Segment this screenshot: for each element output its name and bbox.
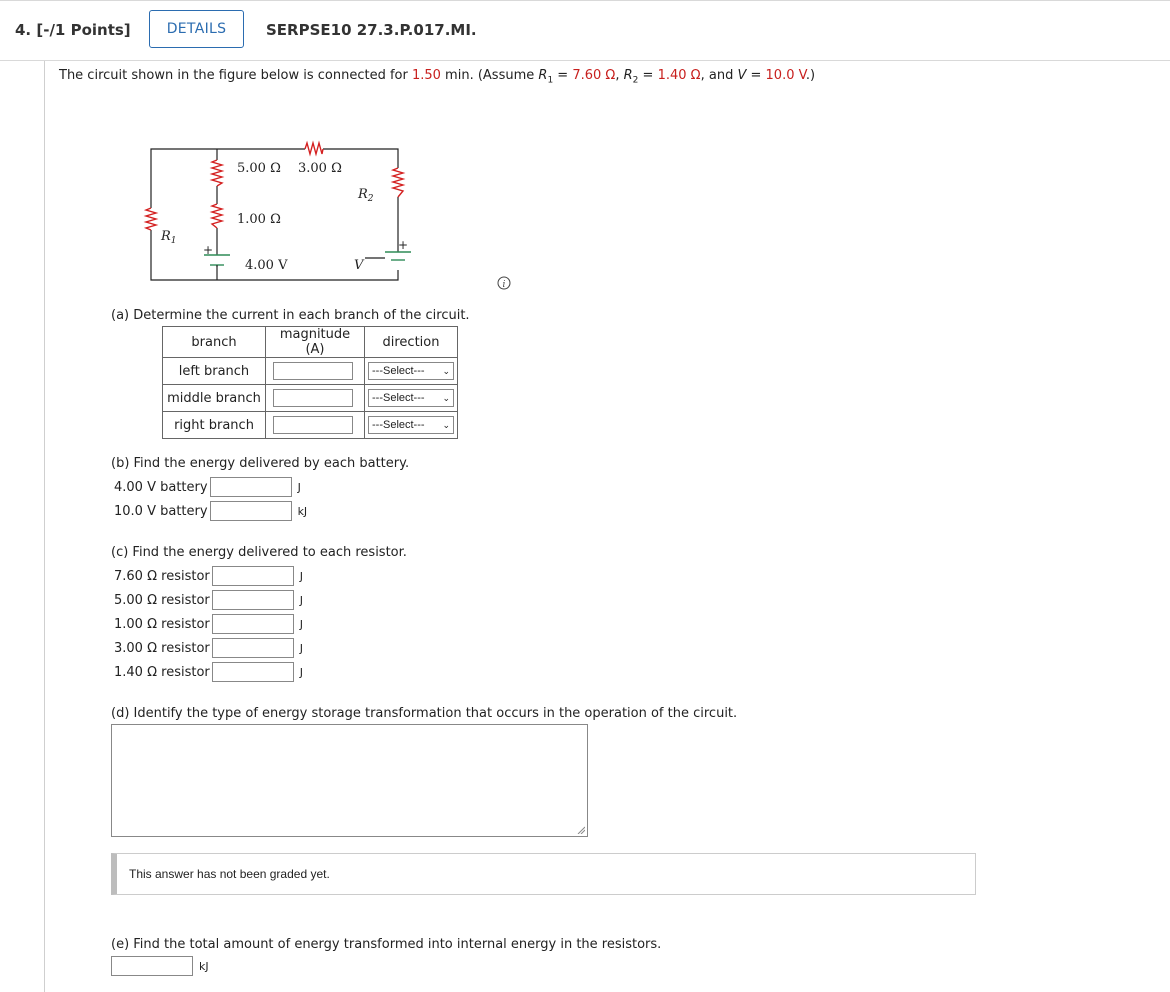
plus-left: + xyxy=(203,243,214,257)
top-border xyxy=(0,0,1170,1)
branch-label: left branch xyxy=(163,358,266,385)
middle-branch-magnitude-input[interactable] xyxy=(273,389,353,407)
resistor-r2-zigzag xyxy=(393,168,403,197)
resistor-1-00-energy-input[interactable] xyxy=(212,614,294,634)
resistor-label: 1.40 Ω resistor xyxy=(114,664,210,680)
info-icon[interactable] xyxy=(497,276,511,290)
col-header-magnitude: magnitude (A) xyxy=(266,327,365,358)
table-row xyxy=(163,385,458,412)
svg-text:i: i xyxy=(502,280,506,290)
label-v: V xyxy=(354,258,364,273)
resistor-1ohm-zigzag xyxy=(212,204,222,228)
table-row xyxy=(163,358,458,385)
resistor-r1-zigzag xyxy=(146,208,156,230)
resistor-3-00-energy-input[interactable] xyxy=(212,638,294,658)
given-r1: 7.60 Ω xyxy=(572,68,616,83)
header-divider xyxy=(0,60,1170,61)
list-item xyxy=(114,636,303,660)
resize-grip-icon[interactable] xyxy=(577,826,585,834)
battery-4v-energy-input[interactable] xyxy=(210,477,292,497)
resistor-label: 7.60 Ω resistor xyxy=(114,568,210,584)
table-row xyxy=(163,412,458,439)
plus-right: + xyxy=(398,238,409,252)
part-c-prompt: (c) Find the energy delivered to each resistor. xyxy=(111,545,407,560)
question-code: SERPSE10 27.3.P.017.MI. xyxy=(266,21,477,39)
resistor-5-00-energy-input[interactable] xyxy=(212,590,294,610)
label-r2: $R_2$ xyxy=(358,187,374,204)
col-header-direction: direction xyxy=(365,327,458,358)
resistor-label: 3.00 Ω resistor xyxy=(114,640,210,656)
unit-label: J xyxy=(299,569,304,583)
details-button[interactable]: DETAILS xyxy=(149,10,244,48)
energy-transformation-textarea[interactable] xyxy=(111,724,588,837)
list-item xyxy=(114,588,303,612)
part-e-prompt: (e) Find the total amount of energy transformed into internal energy in the resistors. xyxy=(111,937,662,952)
list-item xyxy=(114,660,303,684)
circuit-diagram xyxy=(130,130,430,285)
label-1ohm: 1.00 Ω xyxy=(237,212,281,227)
given-voltage: 10.0 V xyxy=(765,68,806,83)
part-e-answer xyxy=(111,954,209,978)
battery-label: 4.00 V battery xyxy=(114,479,208,495)
graded-notice: This answer has not been graded yet. xyxy=(111,853,976,895)
label-r1: $R_1$ xyxy=(161,229,177,246)
left-branch-direction-select[interactable]: ---Select--- ⌄ xyxy=(368,362,454,380)
list-item xyxy=(114,612,303,636)
question-number: 4. [-/1 Points] xyxy=(15,21,131,39)
branch-label: middle branch xyxy=(163,385,266,412)
unit-label: J xyxy=(297,480,301,494)
resistor-1-40-energy-input[interactable] xyxy=(212,662,294,682)
battery-label: 10.0 V battery xyxy=(114,503,208,519)
chevron-down-icon: ⌄ xyxy=(442,365,450,376)
list-item xyxy=(114,475,307,499)
unit-label: J xyxy=(299,593,304,607)
right-branch-magnitude-input[interactable] xyxy=(273,416,353,434)
label-5ohm: 5.00 Ω xyxy=(237,161,281,176)
given-time: 1.50 xyxy=(411,68,441,83)
unit-label: kJ xyxy=(297,504,308,518)
problem-statement: The circuit shown in the figure below is connected for 1.50 min. (Assume $R_1 = 7.60$ Ω, $R_2 = 1.40$ Ω, and V = 10.0 V.) xyxy=(59,68,816,86)
part-d-prompt: (d) Identify the type of energy storage transformation that occurs in the operation of the circuit. xyxy=(111,706,738,721)
resistor-3ohm-zigzag xyxy=(305,143,323,154)
list-item xyxy=(114,564,303,588)
part-c-answers xyxy=(114,564,303,684)
resistor-label: 1.00 Ω resistor xyxy=(114,616,210,632)
middle-branch-direction-select[interactable]: ---Select--- ⌄ xyxy=(368,389,454,407)
resistor-label: 5.00 Ω resistor xyxy=(114,592,210,608)
unit-label: J xyxy=(299,665,304,679)
total-internal-energy-input[interactable] xyxy=(111,956,193,976)
list-item xyxy=(114,499,307,523)
resistor-5ohm-zigzag xyxy=(212,160,222,186)
part-a-prompt: (a) Determine the current in each branch of the circuit. xyxy=(111,308,470,323)
part-b-answers xyxy=(114,475,307,523)
left-branch-magnitude-input[interactable] xyxy=(273,362,353,380)
branch-label: right branch xyxy=(163,412,266,439)
chevron-down-icon: ⌄ xyxy=(442,419,450,430)
resistor-7-60-energy-input[interactable] xyxy=(212,566,294,586)
col-header-branch: branch xyxy=(163,327,266,358)
label-3ohm: 3.00 Ω xyxy=(298,161,342,176)
current-table xyxy=(162,326,458,439)
given-r2: 1.40 Ω xyxy=(657,68,701,83)
right-branch-direction-select[interactable]: ---Select--- ⌄ xyxy=(368,416,454,434)
question-left-border xyxy=(44,61,45,992)
chevron-down-icon: ⌄ xyxy=(442,392,450,403)
part-b-prompt: (b) Find the energy delivered by each battery. xyxy=(111,456,410,471)
battery-10v-energy-input[interactable] xyxy=(210,501,292,521)
unit-label: J xyxy=(299,641,304,655)
unit-label: kJ xyxy=(199,959,209,973)
label-4v-battery: 4.00 V xyxy=(245,258,288,273)
unit-label: J xyxy=(299,617,304,631)
